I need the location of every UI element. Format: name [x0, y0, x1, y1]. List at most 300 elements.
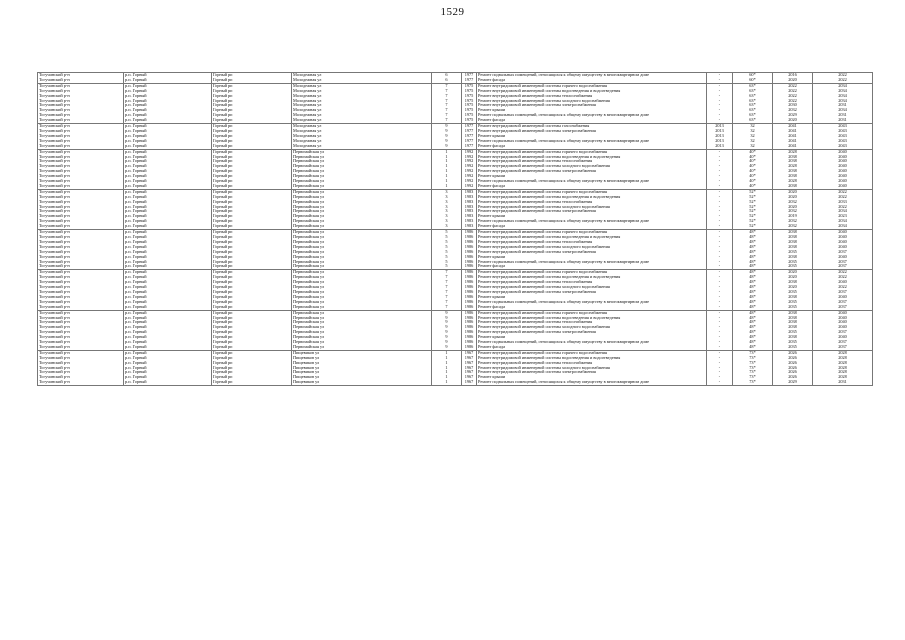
last-repair-cell: - [707, 149, 733, 154]
last-repair-cell: - [707, 113, 733, 118]
house-cell: 1 [432, 164, 462, 169]
wear-cell: 52* [733, 195, 773, 200]
street-cell: Первомайская ул [292, 149, 432, 154]
built-year-cell: 1975 [462, 108, 477, 113]
built-year-cell: 1975 [462, 118, 477, 123]
end-year-cell: 2022 [813, 270, 873, 275]
wear-cell: 63* [733, 103, 773, 108]
settlement-cell: р.п. Горный [124, 83, 212, 88]
start-year-cell: 2029 [773, 380, 813, 385]
locality-cell: Горный рп [212, 345, 292, 350]
house-cell: 3 [432, 219, 462, 224]
locality-cell: Горный рп [212, 83, 292, 88]
built-year-cell: 1992 [462, 179, 477, 184]
street-cell: Первомайская ул [292, 155, 432, 160]
last-repair-cell: - [707, 330, 733, 335]
last-repair-cell: - [707, 270, 733, 275]
built-year-cell: 1975 [462, 103, 477, 108]
wear-cell: 48* [733, 255, 773, 260]
district-cell: Тогучинский р-н [38, 340, 124, 345]
locality-cell: Горный рп [212, 300, 292, 305]
street-cell: Пищевиков ул [292, 356, 432, 361]
locality-cell: Горный рп [212, 270, 292, 275]
house-cell: 1 [432, 174, 462, 179]
work-type-cell: Ремонт подвальных помещений, относящихся к общему имуществу в многоквартирном доме [477, 113, 707, 118]
settlement-cell: р.п. Горный [124, 144, 212, 149]
end-year-cell: 2022 [813, 78, 873, 83]
wear-cell: 40* [733, 169, 773, 174]
settlement-cell: р.п. Горный [124, 316, 212, 321]
start-year-cell: 2022 [773, 89, 813, 94]
locality-cell: Горный рп [212, 113, 292, 118]
district-cell: Тогучинский р-н [38, 219, 124, 224]
end-year-cell: 2040 [813, 184, 873, 189]
work-type-cell: Ремонт внутридомовой инженерной системы горячего водоснабжения [477, 149, 707, 154]
house-cell: 7 [432, 83, 462, 88]
start-year-cell: 2038 [773, 169, 813, 174]
district-cell: Тогучинский р-н [38, 189, 124, 194]
last-repair-cell: - [707, 195, 733, 200]
end-year-cell: 2037 [813, 260, 873, 265]
house-cell: 7 [432, 270, 462, 275]
built-year-cell: 1986 [462, 264, 477, 269]
built-year-cell: 1975 [462, 99, 477, 104]
built-year-cell: 1975 [462, 113, 477, 118]
work-type-cell: Ремонт внутридомовой инженерной системы горячего водоснабжения [477, 83, 707, 88]
settlement-cell: р.п. Горный [124, 285, 212, 290]
street-cell: Первомайская ул [292, 305, 432, 310]
work-type-cell: Ремонт внутридомовой инженерной системы горячего водоснабжения [477, 189, 707, 194]
settlement-cell: р.п. Горный [124, 370, 212, 375]
built-year-cell: 1967 [462, 361, 477, 366]
start-year-cell: 2020 [773, 118, 813, 123]
settlement-cell: р.п. Горный [124, 118, 212, 123]
end-year-cell: 2040 [813, 320, 873, 325]
end-year-cell: 2040 [813, 255, 873, 260]
settlement-cell: р.п. Горный [124, 361, 212, 366]
last-repair-cell: 2013 [707, 139, 733, 144]
last-repair-cell: 2013 [707, 134, 733, 139]
end-year-cell: 2023 [813, 214, 873, 219]
end-year-cell: 2040 [813, 174, 873, 179]
locality-cell: Горный рп [212, 144, 292, 149]
built-year-cell: 1977 [462, 124, 477, 129]
settlement-cell: р.п. Горный [124, 270, 212, 275]
wear-cell: 48* [733, 240, 773, 245]
work-type-cell: Ремонт крыши [477, 134, 707, 139]
end-year-cell: 2034 [813, 219, 873, 224]
work-type-cell: Ремонт подвальных помещений, относящихся к общему имуществу в многоквартирном доме [477, 139, 707, 144]
street-cell: Молодежная ул [292, 73, 432, 78]
street-cell: Первомайская ул [292, 340, 432, 345]
work-type-cell: Ремонт внутридомовой инженерной системы электроснабжения [477, 250, 707, 255]
last-repair-cell: - [707, 209, 733, 214]
house-cell: 3 [432, 214, 462, 219]
start-year-cell: 2038 [773, 174, 813, 179]
settlement-cell: р.п. Горный [124, 240, 212, 245]
wear-cell: 48* [733, 316, 773, 321]
house-cell: 7 [432, 300, 462, 305]
street-cell: Первомайская ул [292, 295, 432, 300]
last-repair-cell: - [707, 99, 733, 104]
start-year-cell: 2035 [773, 290, 813, 295]
wear-cell: 48* [733, 335, 773, 340]
start-year-cell: 2038 [773, 310, 813, 315]
locality-cell: Горный рп [212, 375, 292, 380]
start-year-cell: 2020 [773, 189, 813, 194]
district-cell: Тогучинский р-н [38, 179, 124, 184]
start-year-cell: 2035 [773, 340, 813, 345]
settlement-cell: р.п. Горный [124, 224, 212, 229]
house-cell: 7 [432, 305, 462, 310]
start-year-cell: 2026 [773, 350, 813, 355]
street-cell: Первомайская ул [292, 235, 432, 240]
district-cell: Тогучинский р-н [38, 380, 124, 385]
last-repair-cell: - [707, 230, 733, 235]
district-cell: Тогучинский р-н [38, 209, 124, 214]
wear-cell: 48* [733, 230, 773, 235]
last-repair-cell: - [707, 240, 733, 245]
house-cell: 1 [432, 169, 462, 174]
last-repair-cell: - [707, 205, 733, 210]
settlement-cell: р.п. Горный [124, 73, 212, 78]
locality-cell: Горный рп [212, 174, 292, 179]
house-cell: 9 [432, 139, 462, 144]
last-repair-cell: - [707, 89, 733, 94]
district-cell: Тогучинский р-н [38, 350, 124, 355]
locality-cell: Горный рп [212, 366, 292, 371]
table [37, 72, 873, 386]
start-year-cell: 2038 [773, 245, 813, 250]
house-cell: 7 [432, 94, 462, 99]
last-repair-cell: - [707, 275, 733, 280]
built-year-cell: 1992 [462, 159, 477, 164]
locality-cell: Горный рп [212, 195, 292, 200]
last-repair-cell: - [707, 200, 733, 205]
street-cell: Первомайская ул [292, 255, 432, 260]
house-cell: 3 [432, 205, 462, 210]
work-type-cell: Ремонт крыши [477, 335, 707, 340]
settlement-cell: р.п. Горный [124, 195, 212, 200]
start-year-cell: 2020 [773, 195, 813, 200]
built-year-cell: 1986 [462, 245, 477, 250]
end-year-cell: 2043 [813, 139, 873, 144]
work-type-cell: Ремонт внутридомовой инженерной системы теплоснабжения [477, 200, 707, 205]
start-year-cell: 2019 [773, 214, 813, 219]
house-cell: 9 [432, 144, 462, 149]
district-cell: Тогучинский р-н [38, 159, 124, 164]
end-year-cell: 2037 [813, 300, 873, 305]
built-year-cell: 1986 [462, 260, 477, 265]
settlement-cell: р.п. Горный [124, 179, 212, 184]
wear-cell: 63* [733, 83, 773, 88]
street-cell: Молодежная ул [292, 118, 432, 123]
district-cell: Тогучинский р-н [38, 325, 124, 330]
district-cell: Тогучинский р-н [38, 345, 124, 350]
work-type-cell: Ремонт внутридомовой инженерной системы холодного водоснабжения [477, 285, 707, 290]
street-cell: Первомайская ул [292, 240, 432, 245]
locality-cell: Горный рп [212, 184, 292, 189]
last-repair-cell: - [707, 250, 733, 255]
settlement-cell: р.п. Горный [124, 356, 212, 361]
locality-cell: Горный рп [212, 78, 292, 83]
settlement-cell: р.п. Горный [124, 275, 212, 280]
house-cell: 9 [432, 129, 462, 134]
last-repair-cell: - [707, 260, 733, 265]
district-cell: Тогучинский р-н [38, 134, 124, 139]
district-cell: Тогучинский р-н [38, 195, 124, 200]
wear-cell: 48* [733, 310, 773, 315]
settlement-cell: р.п. Горный [124, 169, 212, 174]
built-year-cell: 1967 [462, 370, 477, 375]
built-year-cell: 1986 [462, 290, 477, 295]
wear-cell: 60* [733, 73, 773, 78]
wear-cell: 48* [733, 325, 773, 330]
locality-cell: Горный рп [212, 330, 292, 335]
built-year-cell: 1992 [462, 149, 477, 154]
work-type-cell: Ремонт внутридомовой инженерной системы водоотведения и водоотведения [477, 89, 707, 94]
end-year-cell: 2040 [813, 310, 873, 315]
end-year-cell: 2040 [813, 325, 873, 330]
district-cell: Тогучинский р-н [38, 366, 124, 371]
last-repair-cell: - [707, 380, 733, 385]
street-cell: Первомайская ул [292, 320, 432, 325]
district-cell: Тогучинский р-н [38, 200, 124, 205]
locality-cell: Горный рп [212, 264, 292, 269]
wear-cell: 48* [733, 264, 773, 269]
street-cell: Пищевиков ул [292, 350, 432, 355]
house-cell: 1 [432, 366, 462, 371]
start-year-cell: 2041 [773, 139, 813, 144]
district-cell: Тогучинский р-н [38, 83, 124, 88]
wear-cell: 48* [733, 330, 773, 335]
house-cell: 3 [432, 189, 462, 194]
start-year-cell: 2020 [773, 205, 813, 210]
end-year-cell: 2028 [813, 350, 873, 355]
work-type-cell: Ремонт внутридомовой инженерной системы холодного водоснабжения [477, 205, 707, 210]
locality-cell: Горный рп [212, 325, 292, 330]
last-repair-cell: - [707, 219, 733, 224]
work-type-cell: Ремонт внутридомовой инженерной системы водоотведения и водоотведения [477, 155, 707, 160]
work-type-cell: Ремонт внутридомовой инженерной системы водоотведения и водоотведения [477, 316, 707, 321]
settlement-cell: р.п. Горный [124, 340, 212, 345]
work-type-cell: Ремонт внутридомовой инженерной системы водоотведения и водоотведения [477, 235, 707, 240]
wear-cell: 52* [733, 209, 773, 214]
locality-cell: Горный рп [212, 275, 292, 280]
street-cell: Первомайская ул [292, 195, 432, 200]
locality-cell: Горный рп [212, 285, 292, 290]
end-year-cell: 2034 [813, 209, 873, 214]
work-type-cell: Ремонт подвальных помещений, относящихся к общему имуществу в многоквартирном доме [477, 340, 707, 345]
street-cell: Молодежная ул [292, 108, 432, 113]
last-repair-cell: - [707, 366, 733, 371]
wear-cell: 32 [733, 129, 773, 134]
end-year-cell: 2031 [813, 118, 873, 123]
last-repair-cell: - [707, 340, 733, 345]
end-year-cell: 2043 [813, 129, 873, 134]
street-cell: Первомайская ул [292, 250, 432, 255]
built-year-cell: 1986 [462, 270, 477, 275]
work-type-cell: Ремонт внутридомовой инженерной системы водоотведения и водоотведения [477, 356, 707, 361]
table-row [38, 380, 873, 385]
built-year-cell: 1992 [462, 164, 477, 169]
wear-cell: 73* [733, 361, 773, 366]
work-type-cell: Ремонт внутридомовой инженерной системы электроснабжения [477, 103, 707, 108]
start-year-cell: 2035 [773, 345, 813, 350]
wear-cell: 48* [733, 275, 773, 280]
house-cell: 5 [432, 230, 462, 235]
house-cell: 7 [432, 99, 462, 104]
wear-cell: 48* [733, 320, 773, 325]
built-year-cell: 1967 [462, 350, 477, 355]
street-cell: Первомайская ул [292, 300, 432, 305]
house-cell: 9 [432, 124, 462, 129]
last-repair-cell: - [707, 356, 733, 361]
house-cell: 1 [432, 184, 462, 189]
wear-cell: 48* [733, 290, 773, 295]
end-year-cell: 2034 [813, 94, 873, 99]
start-year-cell: 2038 [773, 230, 813, 235]
last-repair-cell: - [707, 164, 733, 169]
built-year-cell: 1992 [462, 174, 477, 179]
work-type-cell: Ремонт фасада [477, 78, 707, 83]
wear-cell: 63* [733, 99, 773, 104]
house-cell: 9 [432, 345, 462, 350]
work-type-cell: Ремонт внутридомовой инженерной системы электроснабжения [477, 370, 707, 375]
start-year-cell: 2038 [773, 316, 813, 321]
last-repair-cell: 2013 [707, 144, 733, 149]
house-cell: 1 [432, 380, 462, 385]
wear-cell: 40* [733, 174, 773, 179]
settlement-cell: р.п. Горный [124, 305, 212, 310]
house-cell: 7 [432, 103, 462, 108]
settlement-cell: р.п. Горный [124, 245, 212, 250]
start-year-cell: 2020 [773, 285, 813, 290]
built-year-cell: 1992 [462, 169, 477, 174]
locality-cell: Горный рп [212, 155, 292, 160]
end-year-cell: 2028 [813, 356, 873, 361]
last-repair-cell: - [707, 224, 733, 229]
built-year-cell: 1986 [462, 316, 477, 321]
wear-cell: 52* [733, 214, 773, 219]
street-cell: Пищевиков ул [292, 370, 432, 375]
street-cell: Пищевиков ул [292, 375, 432, 380]
wear-cell: 52* [733, 205, 773, 210]
start-year-cell: 2022 [773, 83, 813, 88]
work-type-cell: Ремонт подвальных помещений, относящихся к общему имуществу в многоквартирном доме [477, 73, 707, 78]
start-year-cell: 2035 [773, 264, 813, 269]
house-cell: 3 [432, 224, 462, 229]
start-year-cell: 2028 [773, 179, 813, 184]
end-year-cell: 2043 [813, 124, 873, 129]
house-cell: 6 [432, 73, 462, 78]
last-repair-cell: - [707, 159, 733, 164]
end-year-cell: 2034 [813, 89, 873, 94]
built-year-cell: 1975 [462, 94, 477, 99]
district-cell: Тогучинский р-н [38, 214, 124, 219]
settlement-cell: р.п. Горный [124, 103, 212, 108]
house-cell: 1 [432, 370, 462, 375]
wear-cell: 48* [733, 285, 773, 290]
district-cell: Тогучинский р-н [38, 78, 124, 83]
start-year-cell: 2041 [773, 129, 813, 134]
street-cell: Молодежная ул [292, 134, 432, 139]
district-cell: Тогучинский р-н [38, 264, 124, 269]
wear-cell: 48* [733, 280, 773, 285]
built-year-cell: 1977 [462, 139, 477, 144]
district-cell: Тогучинский р-н [38, 260, 124, 265]
built-year-cell: 1986 [462, 335, 477, 340]
house-cell: 6 [432, 78, 462, 83]
house-cell: 1 [432, 155, 462, 160]
district-cell: Тогучинский р-н [38, 205, 124, 210]
settlement-cell: р.п. Горный [124, 345, 212, 350]
locality-cell: Горный рп [212, 224, 292, 229]
district-cell: Тогучинский р-н [38, 255, 124, 260]
table-body [38, 73, 873, 386]
built-year-cell: 1975 [462, 89, 477, 94]
street-cell: Первомайская ул [292, 310, 432, 315]
street-cell: Первомайская ул [292, 285, 432, 290]
built-year-cell: 1986 [462, 240, 477, 245]
work-type-cell: Ремонт фасада [477, 264, 707, 269]
house-cell: 7 [432, 108, 462, 113]
built-year-cell: 1986 [462, 295, 477, 300]
built-year-cell: 1986 [462, 230, 477, 235]
start-year-cell: 2032 [773, 108, 813, 113]
last-repair-cell: - [707, 118, 733, 123]
street-cell: Молодежная ул [292, 78, 432, 83]
house-cell: 5 [432, 235, 462, 240]
locality-cell: Горный рп [212, 295, 292, 300]
last-repair-cell: - [707, 214, 733, 219]
last-repair-cell: - [707, 103, 733, 108]
built-year-cell: 1967 [462, 356, 477, 361]
wear-cell: 48* [733, 260, 773, 265]
street-cell: Первомайская ул [292, 200, 432, 205]
end-year-cell: 2040 [813, 245, 873, 250]
house-cell: 7 [432, 118, 462, 123]
district-cell: Тогучинский р-н [38, 144, 124, 149]
settlement-cell: р.п. Горный [124, 325, 212, 330]
last-repair-cell: - [707, 305, 733, 310]
settlement-cell: р.п. Горный [124, 219, 212, 224]
wear-cell: 40* [733, 155, 773, 160]
built-year-cell: 1986 [462, 235, 477, 240]
street-cell: Первомайская ул [292, 275, 432, 280]
start-year-cell: 2038 [773, 280, 813, 285]
locality-cell: Горный рп [212, 255, 292, 260]
work-type-cell: Ремонт внутридомовой инженерной системы электроснабжения [477, 129, 707, 134]
district-cell: Тогучинский р-н [38, 370, 124, 375]
wear-cell: 73* [733, 350, 773, 355]
district-cell: Тогучинский р-н [38, 184, 124, 189]
settlement-cell: р.п. Горный [124, 113, 212, 118]
start-year-cell: 2020 [773, 270, 813, 275]
start-year-cell: 2032 [773, 200, 813, 205]
house-cell: 5 [432, 255, 462, 260]
end-year-cell: 2040 [813, 155, 873, 160]
district-cell: Тогучинский р-н [38, 169, 124, 174]
wear-cell: 63* [733, 108, 773, 113]
settlement-cell: р.п. Горный [124, 124, 212, 129]
work-type-cell: Ремонт внутридомовой инженерной системы теплоснабжения [477, 320, 707, 325]
wear-cell: 32 [733, 139, 773, 144]
last-repair-cell: - [707, 280, 733, 285]
work-type-cell: Ремонт фасада [477, 144, 707, 149]
last-repair-cell: - [707, 316, 733, 321]
built-year-cell: 1992 [462, 155, 477, 160]
